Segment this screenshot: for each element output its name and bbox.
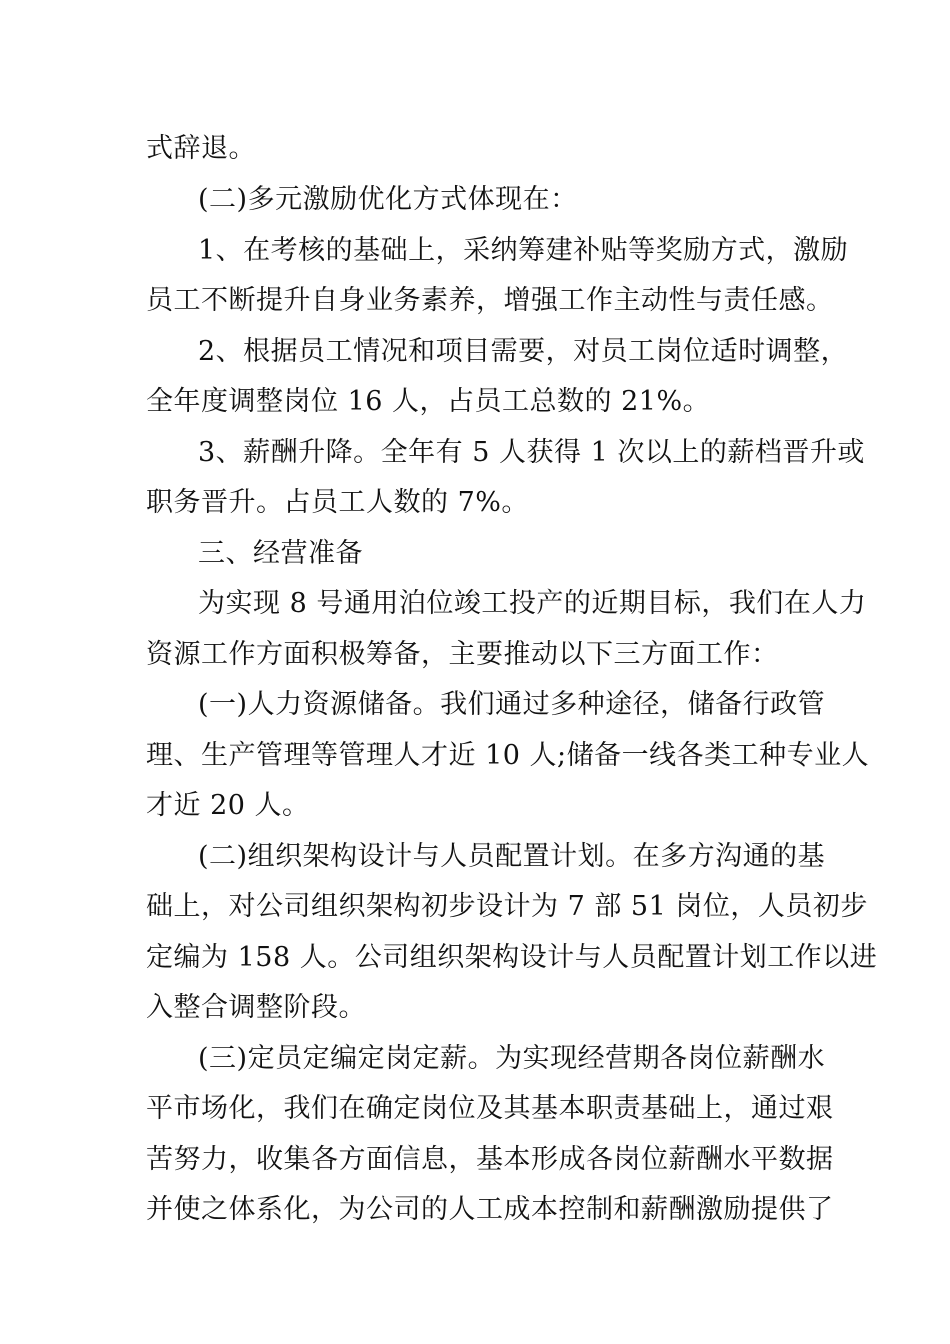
text-line: 1、在考核的基础上，采纳筹建补贴等奖励方式，激励	[198, 235, 849, 266]
text-line: 定编为 158 人。公司组织架构设计与人员配置计划工作以进	[146, 942, 878, 973]
text-line: 才近 20 人。	[146, 790, 310, 821]
text-line: (二)组织架构设计与人员配置计划。在多方沟通的基	[198, 841, 826, 872]
text-line: 式辞退。	[146, 133, 256, 164]
text-line: 平市场化，我们在确定岗位及其基本职责基础上，通过艰	[146, 1093, 834, 1124]
text-line: 职务晋升。占员工人数的 7%。	[146, 487, 529, 518]
text-line: 础上，对公司组织架构初步设计为 7 部 51 岗位，人员初步	[146, 891, 868, 922]
text-line: 3、薪酬升降。全年有 5 人获得 1 次以上的薪档晋升或	[198, 437, 865, 468]
text-line: 员工不断提升自身业务素养，增强工作主动性与责任感。	[146, 285, 834, 316]
text-line: 苦努力，收集各方面信息，基本形成各岗位薪酬水平数据	[146, 1144, 834, 1175]
text-line: (二)多元激励优化方式体现在：	[198, 184, 578, 215]
text-line: 2、根据员工情况和项目需要，对员工岗位适时调整，	[198, 336, 849, 367]
text-line: 为实现 8 号通用泊位竣工投产的近期目标，我们在人力	[198, 588, 867, 619]
section-heading: 三、经营准备	[198, 538, 363, 569]
text-line: 入整合调整阶段。	[146, 992, 366, 1023]
text-line: 并使之体系化，为公司的人工成本控制和薪酬激励提供了	[146, 1194, 834, 1225]
text-line: (三)定员定编定岗定薪。为实现经营期各岗位薪酬水	[198, 1043, 826, 1074]
text-line: (一)人力资源储备。我们通过多种途径，储备行政管	[198, 689, 826, 720]
text-line: 资源工作方面积极筹备，主要推动以下三方面工作：	[146, 639, 779, 670]
text-line: 全年度调整岗位 16 人，占员工总数的 21%。	[146, 386, 711, 417]
text-line: 理、生产管理等管理人才近 10 人;储备一线各类工种专业人	[146, 740, 870, 771]
